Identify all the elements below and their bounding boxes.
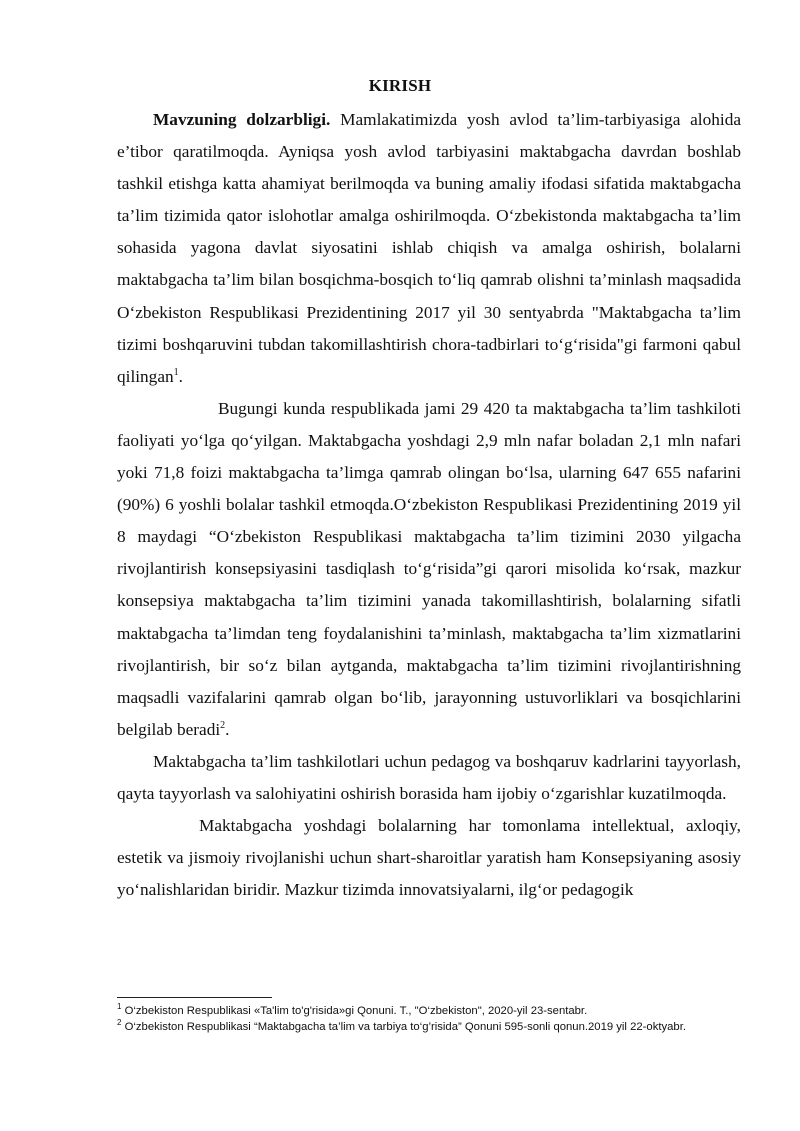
footnote-text: O‘zbekiston Respublikasi «Ta'lim to'g'risida»gi Qonuni. T., "O‘zbekiston", 2020-yil 23-sentabr. [121, 1005, 588, 1017]
footnote-separator [117, 997, 272, 998]
footnote-text: O‘zbekiston Respublikasi “Maktabgacha ta’lim va tarbiya to‘g’risida” Qonuni 595-sonli qonun.2019 yil 22-oktyabr. [121, 1020, 686, 1033]
paragraph-text: Bugungi kunda respublikada jami 29 420 ta maktabgacha ta’lim tashkiloti faoliyati yo‘lga qo‘yilgan. Maktabgacha yoshdagi 2,9 mln nafar boladan 2,1 mln nafari yoki 71,8 foizi maktabgacha ta’limga qamrab olingan bo‘lsa, ularning 647 655 nafarini (90%) 6 yoshli bolalar tashkil etmoqda.O‘zbekiston Respublikasi Prezidentining 2019 yil 8 maydagi “O‘zbekiston Respublikasi maktabgacha ta’lim tizimini 2030 yilgacha rivojlantirish konsepsiyasini tasdiqlash to‘g‘risida”gi qarori misolida ko‘rsak, mazkur konsepsiya maktabgacha ta’lim tizimini yanada takomillashtirish, bolalarning sifatli maktabgacha ta’limdan teng foydalanishini ta’minlash, maktabgacha ta’lim xizmatlarini rivojlantirish, bir so‘z bilan aytganda, maktabgacha ta’lim tizimini rivojlantirishning maqsadli vazifalarini qamrab olgan bo‘lib, jarayonning ustuvorliklari va bosqichlarini belgilab beradi [117, 398, 741, 739]
body-text [117, 104, 741, 906]
paragraph-text: Maktabgacha ta’lim tashkilotlari uchun pedagog va boshqaruv kadrlarini tayyorlash, qayta tayyorlash va salohiyatini oshirish borasida ham ijobiy o‘zgarishlar kuzatilmoqda. [117, 751, 741, 803]
footnotes [117, 1004, 707, 1035]
footnote-1 [117, 1004, 707, 1020]
paragraph-lead: Mavzuning dolzarbligi. [153, 110, 331, 129]
footnote-ref-2[interactable]: 2 [220, 720, 226, 732]
paragraph-staff-training [117, 746, 741, 810]
paragraph-text: Mamlakatimizda yosh avlod ta’lim-tarbiyasiga alohida e’tibor qaratilmoqda. Ayniqsa yosh avlod tarbiyasini maktabgacha davrdan boshlab tashkil etishga katta ahamiyat berilmoqda va buning amaliy ifodasi sifatida maktabgacha ta’lim tizimida qator islohotlar amalga oshirilmoqda. O‘zbekistonda maktabgacha ta’lim sohasida yagona davlat siyosatini ishlab chiqish va amalga oshirish, bolalarni maktabgacha ta’lim bilan bosqichma-bosqich to‘liq qamrab olishni ta’minlash maqsadida O‘zbekiston Respublikasi Prezidentining 2017 yil 30 sentyabrda "Maktabgacha ta’lim tizimi boshqaruvini tubdan takomillashtirish chora-tadbirlari to‘g‘risida"gi farmoni qabul qilingan [117, 110, 742, 386]
paragraph-tail: . [225, 719, 230, 739]
section-heading: KIRISH [368, 76, 432, 95]
paragraph-relevance [117, 104, 741, 393]
paragraph-statistics [117, 393, 741, 746]
footnote-mark: 1 [117, 1002, 122, 1012]
footnote-mark: 2 [117, 1017, 122, 1027]
paragraph-development [117, 810, 741, 906]
paragraph-tail: . [178, 366, 183, 386]
paragraph-text: Maktabgacha yoshdagi bolalarning har tomonlama intellektual, axloqiy, estetik va jismoiy rivojlanishi uchun shart-sharoitlar yaratish ham Konsepsiyaning asosiy yo‘nalishlaridan biridir. Mazkur tizimda innovatsiyalarni, ilg‘or pedagogik [117, 816, 741, 900]
footnote-ref-1[interactable]: 1 [173, 366, 179, 378]
footnote-2 [117, 1017, 707, 1036]
